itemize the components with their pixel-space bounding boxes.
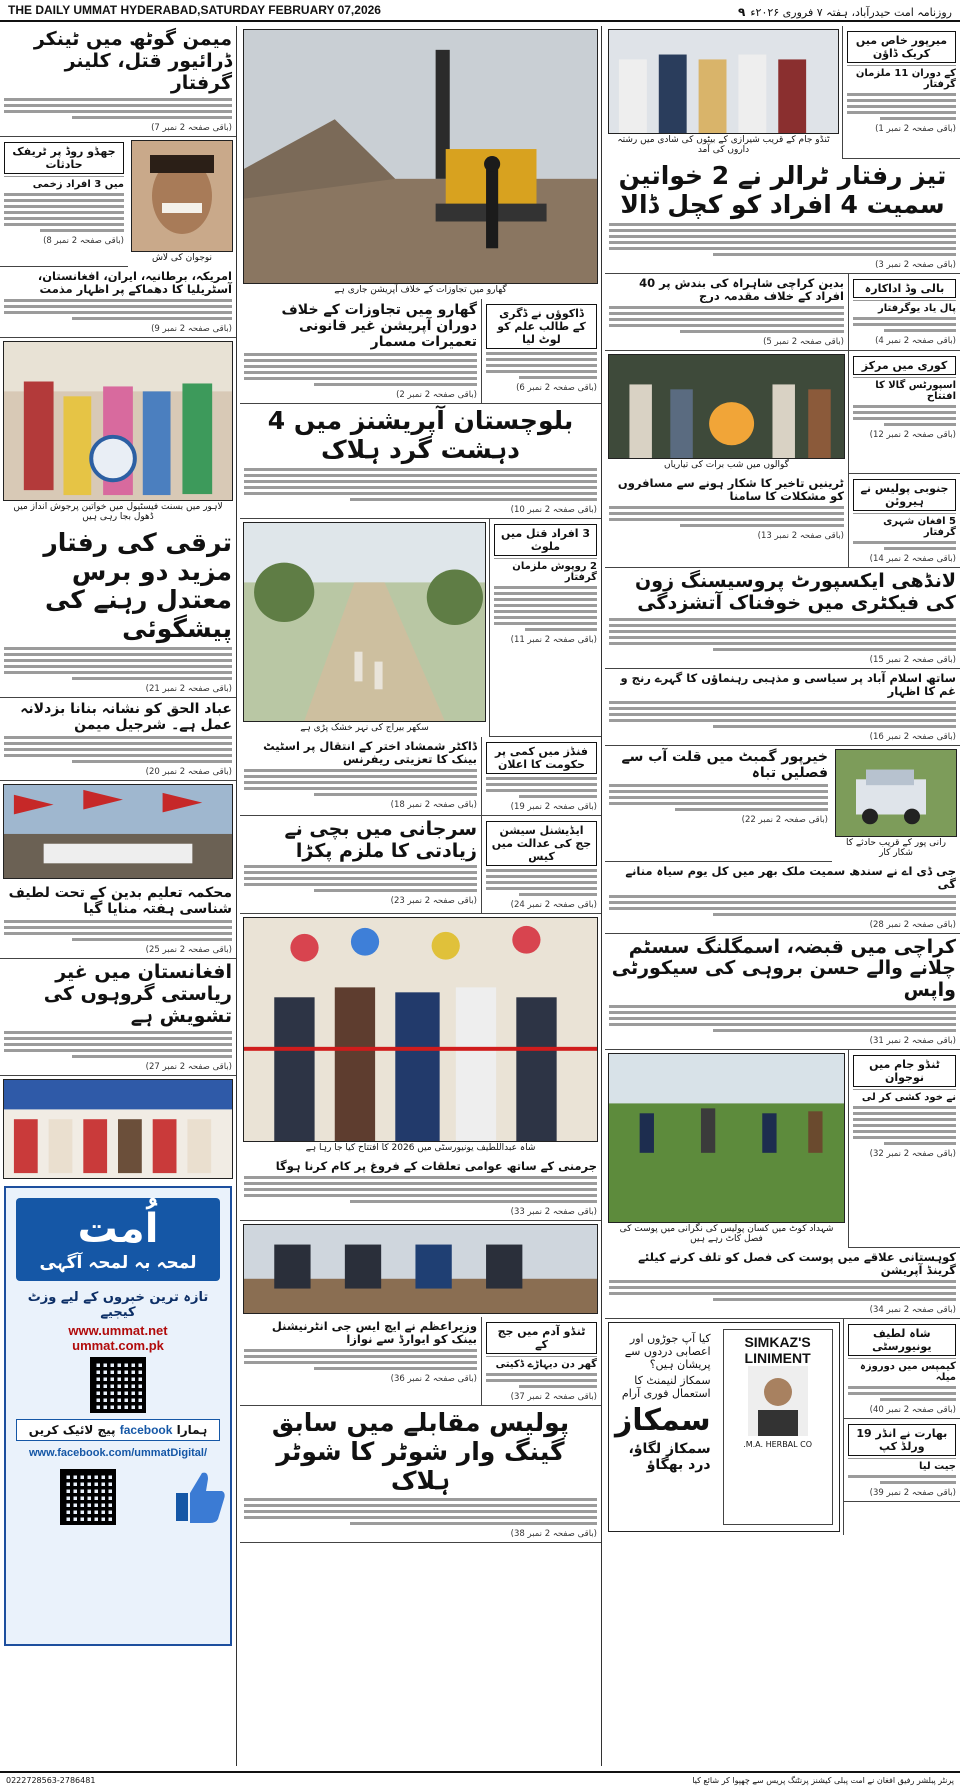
story-poppy-operation[interactable]	[605, 1248, 960, 1319]
story-row	[605, 351, 960, 474]
continuation: (باقی صفحہ 2 نمبر 2)	[396, 390, 477, 401]
continuation: (باقی صفحہ 2 نمبر 5)	[763, 336, 844, 347]
body-text	[609, 784, 828, 811]
story-funds-cut[interactable]	[481, 737, 601, 816]
story-jhuddo-accidents[interactable]	[0, 137, 128, 267]
continuation: (باقی صفحہ 2 نمبر 21)	[145, 683, 232, 694]
story-surjani[interactable]	[240, 816, 481, 914]
box-headline: میرپور خاص میں کریک ڈاؤن	[847, 31, 956, 63]
continuation: (باقی صفحہ 2 نمبر 7)	[151, 122, 232, 133]
body-text	[244, 1349, 477, 1370]
headline: خیرپور گمبٹ میں قلت آب سے فصلیں تباہ	[621, 749, 828, 782]
tagline: لمحہ بہ لمحہ آگہی	[39, 1252, 197, 1273]
subheadline: گھر دن دیہاڑے ڈکیتی	[486, 1356, 597, 1370]
wedding-photo[interactable]	[608, 29, 839, 134]
story-sports-gala[interactable]	[848, 351, 960, 474]
photo-block	[128, 137, 236, 267]
continuation: (باقی صفحہ 2 نمبر 37)	[510, 1392, 597, 1402]
body-text	[4, 193, 124, 232]
body-text	[244, 468, 597, 501]
ad-brand-urdu: سمکاز	[615, 1403, 711, 1439]
story-tanker-murder[interactable]	[0, 26, 236, 137]
body-text	[244, 769, 477, 796]
body-text	[609, 1280, 956, 1301]
photo-caption: گھارو میں تجاوزات کے خلاف آپریشن جاری ہے	[334, 285, 507, 295]
box-headline: بھارت نے انڈر 19 ورلڈ کپ	[848, 1424, 956, 1456]
photo-caption: نوجوان کی لاش	[151, 252, 213, 263]
portrait-icon	[748, 1366, 808, 1436]
continuation: (باقی صفحہ 2 نمبر 25)	[145, 945, 232, 956]
photo-caption: شاہ عبداللطیف یونیورسٹی میں 2026 کا افتتاح کیا جا رہا ہے	[305, 1142, 536, 1153]
story-row	[605, 746, 960, 862]
story-hasan-brohi[interactable]	[605, 934, 960, 1051]
headline: محکمہ تعلیم بدین کے تحت لطیف شناسی ہفتہ منایا گیا	[8, 885, 232, 918]
body-text	[609, 506, 844, 527]
headline: کوہستانی علاقے میں پوست کی فصل کو تلف کرنے کیلئے گرینڈ آپریشن	[638, 1250, 956, 1278]
story-row	[605, 26, 960, 159]
middle-column	[240, 26, 602, 1766]
left-column	[0, 26, 237, 1766]
continuation: (باقی صفحہ 2 نمبر 24)	[510, 899, 597, 910]
continuation: (باقی صفحہ 2 نمبر 27)	[145, 1061, 232, 1072]
story-sbp-reference[interactable]	[240, 737, 481, 816]
fb-suffix: پیج لائیک کریں	[28, 1422, 116, 1437]
box-headline: فنڈز میں کمی پر حکومت کا اعلان	[486, 742, 597, 774]
poppy-field-photo[interactable]	[608, 1053, 845, 1223]
continuation: (باقی صفحہ 2 نمبر 12)	[869, 429, 956, 440]
box-headline: ٹنڈو آدم میں جج کے	[486, 1322, 597, 1354]
continuation: (باقی صفحہ 2 نمبر 36)	[390, 1374, 477, 1385]
body-text	[486, 352, 597, 379]
story-judge-robbery[interactable]	[481, 1317, 601, 1406]
photo-block	[240, 1221, 601, 1317]
continuation: (باقی صفحہ 2 نمبر 1)	[875, 124, 956, 134]
continuation: (باقی صفحہ 2 نمبر 9)	[151, 323, 232, 334]
fb-prefix: ہمارا	[176, 1422, 208, 1437]
continuation: (باقی صفحہ 2 نمبر 16)	[869, 732, 956, 743]
story-sharjeel-memon[interactable]	[0, 698, 236, 781]
subheadline: میں 3 افراد زخمی	[4, 176, 124, 190]
body-text	[4, 647, 232, 680]
dry-canal-photo[interactable]	[243, 522, 486, 722]
body-text	[609, 895, 956, 916]
simkaz-advertisement[interactable]	[608, 1322, 840, 1532]
headline: جرمنی کے ساتھ عوامی تعلقات کے فروغ پر کام کرنا ہوگا	[275, 1158, 597, 1173]
photo-block	[605, 26, 842, 159]
subheadline: پال یاد یوگرفتار	[853, 300, 956, 314]
story-row	[605, 474, 960, 568]
body-text	[609, 618, 956, 651]
photo-caption: لاہور میں بسنت فیسٹیول میں خواتین پرجوش انداز میں ڈھول بجا رہی ہیں	[13, 501, 223, 522]
ummat-advertisement[interactable]	[4, 1186, 232, 1646]
headline: پولیس مقابلے میں سابق گینگ وار شوٹر کا شوٹر ہلاک	[271, 1408, 570, 1495]
body-text	[853, 405, 956, 426]
headline: عباد الحق کو نشانہ بنانا بزدلانہ عمل ہے۔ شرجیل میمن	[20, 700, 232, 734]
story-trailer-accident[interactable]	[605, 159, 960, 274]
continuation: (باقی صفحہ 2 نمبر 11)	[510, 634, 597, 645]
story-gda-black-day[interactable]	[605, 862, 960, 933]
ad-line-2: سمکاز لنیمنٹ کا استعمال فوری آرام	[621, 1374, 711, 1401]
headline: ٹرینیں تاخیر کا شکار ہونے سے مسافروں کو مشکلات کا سامنا	[617, 475, 844, 504]
photo-caption: شہداد کوٹ میں کسان پولیس کی نگرانی میں پوست کی فصل کاٹ رہے ہیں	[619, 1224, 834, 1245]
story-latif-week[interactable]	[0, 882, 236, 959]
subheadline: اسپورٹس گالا کا افتتاح	[853, 377, 956, 402]
body-text	[847, 93, 956, 120]
story-train-delays[interactable]	[605, 474, 848, 568]
masthead-english: THE DAILY UMMAT HYDERABAD,SATURDAY FEBRUARY 07,2026	[8, 3, 381, 17]
headline: وزیراعظم نے ایچ ایس جی انٹرنیشنل بینک کو ایوارڈ سے نوازا	[271, 1319, 477, 1347]
continuation: (باقی صفحہ 2 نمبر 39)	[869, 1488, 956, 1499]
body-text	[848, 1475, 956, 1484]
subheadline: 2 روپوش ملزمان گرفتار	[494, 558, 597, 583]
subheadline: جیت لیا	[848, 1458, 956, 1472]
logo-text: اُمت	[77, 1205, 159, 1252]
headline: لانڈھی ایکسپورٹ پروسیسنگ زون کی فیکٹری میں خوفناک آتشزدگی	[635, 569, 956, 614]
story-blast-condemnation[interactable]	[0, 267, 236, 338]
ad-body	[609, 1323, 717, 1531]
footer	[0, 1771, 960, 1787]
box-headline: 3 افراد قتل میں ملوث	[494, 524, 597, 556]
story-india-u19[interactable]	[844, 1419, 960, 1502]
body-text	[853, 317, 956, 332]
photo-caption: سکھر بیراج کی نہر خشک پڑی ہے	[300, 722, 429, 733]
box-headline: بالی وڈ اداکارہ	[853, 279, 956, 298]
body-text	[244, 865, 477, 892]
qr-code-icon	[60, 1469, 116, 1525]
students-photo[interactable]	[3, 1079, 233, 1179]
photo-block	[605, 1050, 848, 1248]
ad-url-2[interactable]: ummat.com.pk	[72, 1337, 164, 1353]
ad-footer	[6, 1465, 230, 1529]
story-afghan-arrests[interactable]	[848, 474, 960, 568]
continuation: (باقی صفحہ 2 نمبر 8)	[43, 235, 124, 246]
story-row	[605, 274, 960, 351]
continuation: (باقی صفحہ 2 نمبر 34)	[869, 1305, 956, 1316]
facebook-line	[16, 1419, 220, 1441]
photo-caption: رانی پور کے قریب حادثے کا شکار کار	[846, 838, 946, 859]
victim-photo[interactable]	[131, 140, 233, 252]
body-text	[609, 1005, 956, 1032]
continuation: (باقی صفحہ 2 نمبر 13)	[757, 531, 844, 542]
story-bollywood-actress[interactable]	[848, 274, 960, 351]
footer-text: پرنٹر پبلشر رفیق افغان نے امت پبلی کیشنز پرنٹنگ پریس سے چھپوا کر شائع کیا	[692, 1775, 954, 1785]
headline: امریکہ، برطانیہ، ایران، افغانستان، آسٹریلیا کا دھماکے پر اظہار مذمت	[37, 268, 232, 296]
body-text	[4, 1031, 232, 1058]
story-row	[240, 299, 601, 404]
photo-block	[605, 351, 848, 474]
photo-block	[0, 338, 236, 526]
photo-block	[240, 519, 489, 737]
story-student-robbed[interactable]	[481, 299, 601, 404]
body-text	[609, 306, 844, 333]
story-police-encounter[interactable]	[240, 1406, 601, 1543]
continuation: (باقی صفحہ 2 نمبر 23)	[390, 896, 477, 907]
continuation: (باقی صفحہ 2 نمبر 33)	[510, 1207, 597, 1217]
story-murder-arrests[interactable]	[489, 519, 601, 737]
headline: تیز رفتار ٹرالر نے 2 خواتین سمیت 4 افراد کو کچل ڈالا	[618, 161, 947, 219]
story-khairpur-water[interactable]	[605, 746, 832, 862]
inauguration-photo[interactable]	[243, 917, 598, 1142]
photo-caption: گوالوں میں شب برات کی تیاریاں	[664, 459, 789, 470]
continuation: (باقی صفحہ 2 نمبر 15)	[869, 654, 956, 665]
meeting-photo[interactable]	[243, 1224, 598, 1314]
story-row	[0, 137, 236, 267]
story-germany-relations[interactable]	[240, 1157, 601, 1221]
continuation: (باقی صفحہ 2 نمبر 31)	[869, 1036, 956, 1047]
photo-caption: ٹنڈو جام کے قریب شیرازی کے بیٹوں کی شادی میں رشتہ داروں کی آمد	[617, 135, 830, 155]
story-row	[240, 1317, 601, 1406]
box-headline: جنوبی پولیس نے ہیروئن	[853, 479, 956, 511]
box-headline: ایڈیشنل سیشن جج کی عدالت میں کیس	[486, 821, 597, 866]
basant-festival-photo[interactable]	[3, 341, 233, 501]
ad-line-1: کیا آپ جوڑوں اور اعصابی دردوں سے پریشان ہیں؟	[624, 1332, 711, 1372]
body-text	[244, 1498, 597, 1525]
protest-photo[interactable]	[3, 784, 233, 879]
headline: گھارو میں تجاوزات کے خلاف دوران آپریشن غیر قانونی تعمیرات مسمار	[281, 302, 477, 351]
accident-car-photo[interactable]	[835, 749, 957, 837]
body-text	[4, 920, 232, 941]
body-text	[486, 1373, 597, 1388]
body-text	[244, 353, 477, 386]
subheadline: نے خود کشی کر لی	[853, 1089, 956, 1103]
continuation: (باقی صفحہ 2 نمبر 20)	[145, 767, 232, 778]
facebook-word: facebook	[119, 1422, 173, 1437]
story-session-judge[interactable]	[481, 816, 601, 914]
headline: ترقی کی رفتار مزید دو برس معتدل رہنے کی پیشگوئی	[43, 527, 232, 644]
story-growth-forecast[interactable]	[0, 526, 236, 698]
photo-block	[240, 26, 601, 299]
continuation: (باقی صفحہ 2 نمبر 32)	[869, 1149, 956, 1160]
body-text	[244, 1176, 597, 1203]
headline: ساتھ اسلام آباد پر سیاسی و مذہبی رہنماؤں کا گہرے رنج و غم کا اظہار	[620, 670, 956, 698]
story-islamabad-grief[interactable]	[605, 669, 960, 746]
photo-block	[0, 781, 236, 882]
masthead-urdu: روزنامہ امت حیدرآباد، ہفتہ ۷ فروری ۲۰۲۶ء	[750, 5, 952, 19]
body-text	[609, 223, 956, 256]
headline: سرجانی میں بچی نے زیادتی کا ملزم پکڑا	[284, 817, 477, 862]
continuation: (باقی صفحہ 2 نمبر 18)	[390, 800, 477, 811]
maker-name: M.A. HERBAL CO.	[743, 1440, 813, 1450]
facebook-url[interactable]: www.facebook.com/ummatDigital/	[28, 1446, 208, 1459]
body-text	[848, 1386, 956, 1401]
footer-phones: 0222728563-2786481	[6, 1775, 96, 1785]
story-balochistan-operations[interactable]	[240, 404, 601, 519]
headline: جی ڈی اے نے سندھ سمیت ملک بھر میں کل یوم سیاہ منانے گی	[625, 864, 956, 892]
body-text	[494, 586, 597, 631]
story-latif-university[interactable]	[844, 1319, 960, 1419]
ad-line-3: سمکاز لگاؤ، درد بھگاؤ	[628, 1441, 711, 1474]
product-name: LINIMENT	[744, 1350, 811, 1367]
headline: میمن گوٹھ میں ٹینکر ڈرائیور قتل، کلینر گرفتار	[33, 28, 232, 94]
headline: بدین کراچی شاہراہ کی بندش پر 40 افراد کے خلاف مقدمہ درج	[639, 275, 844, 303]
side-stories	[843, 1319, 960, 1535]
story-gharo-operation[interactable]	[240, 299, 481, 404]
continuation: (باقی صفحہ 2 نمبر 3)	[875, 259, 956, 270]
story-row	[605, 1319, 960, 1535]
continuation: (باقی صفحہ 2 نمبر 10)	[510, 504, 597, 515]
body-text	[853, 1106, 956, 1145]
story-afghanistan-groups[interactable]	[0, 959, 236, 1076]
headline: بلوچستان آپریشنز میں 4 دہشت گرد ہلاک	[267, 406, 574, 465]
box-headline: شاہ لطیف یونیورسٹی	[848, 1324, 956, 1356]
photo-block	[832, 746, 960, 862]
brand-name: SIMKAZ'S	[744, 1334, 811, 1351]
demolition-photo[interactable]	[243, 29, 598, 284]
thumbs-up-icon	[170, 1467, 230, 1527]
continuation: (باقی صفحہ 2 نمبر 19)	[510, 801, 597, 812]
story-badin-highway[interactable]	[605, 274, 848, 351]
masthead	[0, 0, 960, 22]
headline: افغانستان میں غیر ریاستی گروہوں کی تشویش ہے	[43, 961, 232, 1028]
box-headline: ڈاکوؤں نے ڈگری کے طالب علم کو لوٹ لیا	[486, 304, 597, 349]
photo-block	[240, 914, 601, 1157]
body-text	[4, 736, 232, 763]
ummat-logo	[16, 1198, 220, 1281]
shab-e-barat-photo[interactable]	[608, 354, 845, 459]
story-tando-jam-suicide[interactable]	[848, 1050, 960, 1248]
story-row	[240, 519, 601, 737]
headline: کراچی میں قبضہ، اسمگلنگ سسٹم چلانے والے حسن بروہی کی سیکورٹی واپس	[611, 935, 956, 1002]
story-mirpurkhas-crackdown[interactable]	[842, 26, 960, 159]
box-headline: کوری میں مرکز	[853, 356, 956, 375]
headline: ڈاکٹر شمشاد اختر کے انتقال پر اسٹیٹ بینک کا تعزیتی ریفرنس	[263, 738, 477, 766]
right-column	[605, 26, 960, 1766]
ad-cta: تازہ ترین خبروں کے لیے وزٹ کیجیے	[27, 1289, 209, 1320]
body-text	[4, 98, 232, 119]
photo-block	[0, 1076, 236, 1182]
story-row	[240, 816, 601, 914]
page-number: ۹	[737, 4, 746, 19]
subheadline: کے دوران 11 ملزمان گرفتار	[847, 65, 956, 90]
body-text	[486, 777, 597, 798]
box-headline: ٹنڈو جام میں نوجوان	[853, 1055, 956, 1087]
story-landhi-fire[interactable]	[605, 568, 960, 669]
ad-url-1[interactable]: www.ummat.net	[68, 1322, 168, 1338]
subheadline: کیمپس میں دوروزہ میلہ	[848, 1358, 956, 1383]
product-box	[723, 1329, 833, 1525]
continuation: (باقی صفحہ 2 نمبر 38)	[510, 1529, 597, 1540]
continuation: (باقی صفحہ 2 نمبر 40)	[869, 1405, 956, 1416]
body-text	[486, 869, 597, 896]
qr-code-icon	[90, 1357, 146, 1413]
body-text	[4, 299, 232, 320]
story-row	[605, 1050, 960, 1248]
continuation: (باقی صفحہ 2 نمبر 4)	[875, 335, 956, 346]
body-text	[853, 541, 956, 550]
body-text	[609, 701, 956, 728]
story-hsg-bank[interactable]	[240, 1317, 481, 1406]
box-headline: جھڈو روڈ پر ٹریفک حادثات	[4, 142, 124, 174]
continuation: (باقی صفحہ 2 نمبر 28)	[869, 919, 956, 930]
continuation: (باقی صفحہ 2 نمبر 14)	[869, 553, 956, 564]
subheadline: 5 افغان شہری گرفتار	[853, 513, 956, 538]
continuation: (باقی صفحہ 2 نمبر 22)	[741, 815, 828, 826]
story-row	[240, 737, 601, 816]
continuation: (باقی صفحہ 2 نمبر 6)	[516, 383, 597, 393]
